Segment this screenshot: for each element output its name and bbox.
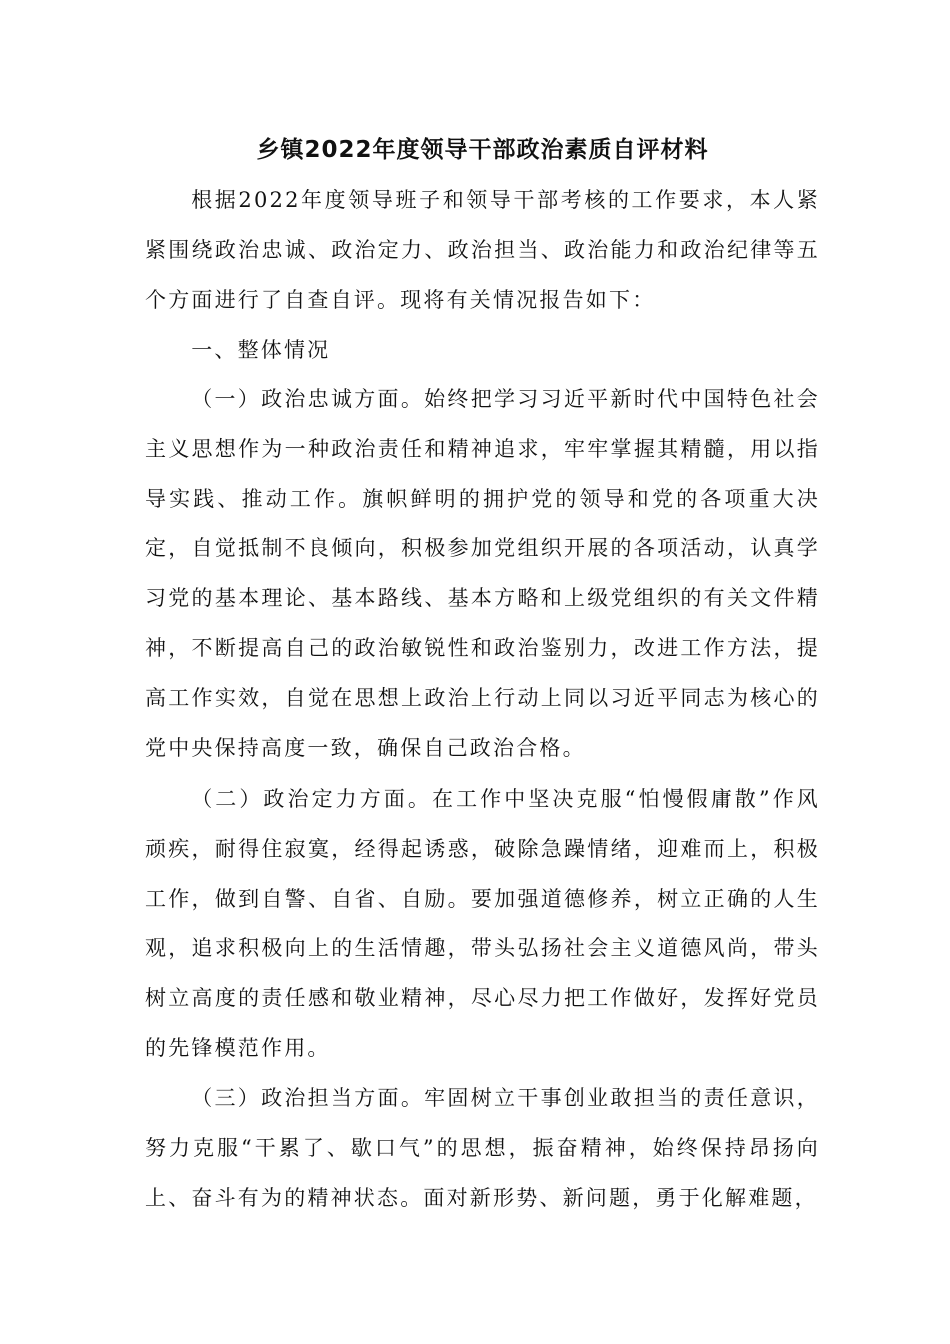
section-heading-overall: 一、整体情况 bbox=[191, 338, 331, 362]
intro-paragraph: 根据2022年度领导班子和领导干部考核的工作要求，本人紧紧围绕政治忠诚、政治定力、政治担当、政治能力和政治纪律等五个方面进行了自查自评。现将有关情况报告如下： bbox=[145, 188, 820, 312]
paragraph-political-resolve: （二）政治定力方面。在工作中坚决克服“怕慢假庸散”作风顽疾，耐得住寂寞，经得起诱惑，破除急躁情绪，迎难而上，积极工作，做到自警、自省、自励。要加强道德修养，树立正确的人生观，追求积极向上的生活情趣，带头弘扬社会主义道德风尚，带头树立高度的责任感和敬业精神，尽心尽力把工作做好，发挥好党员的先锋模范作用。 bbox=[145, 787, 820, 1060]
paragraph-political-responsibility: （三）政治担当方面。牢固树立干事创业敢担当的责任意识，努力克服“干累了、歇口气”的思想，振奋精神，始终保持昂扬向上、奋斗有为的精神状态。面对新形势、新问题，勇于化解难题， bbox=[145, 1086, 820, 1210]
document-title: 乡镇2022年度领导干部政治素质自评材料 bbox=[256, 137, 709, 163]
paragraph-political-loyalty: （一）政治忠诚方面。始终把学习习近平新时代中国特色社会主义思想作为一种政治责任和精神追求，牢牢掌握其精髓，用以指导实践、推动工作。旗帜鲜明的拥护党的领导和党的各项重大决定，自觉抵制不良倾向，积极参加党组织开展的各项活动，认真学习党的基本理论、基本路线、基本方略和上级党组织的有关文件精神，不断提高自己的政治敏锐性和政治鉴别力，改进工作方法，提高工作实效，自觉在思想上政治上行动上同以习近平同志为核心的党中央保持高度一致，确保自己政治合格。 bbox=[145, 387, 820, 760]
